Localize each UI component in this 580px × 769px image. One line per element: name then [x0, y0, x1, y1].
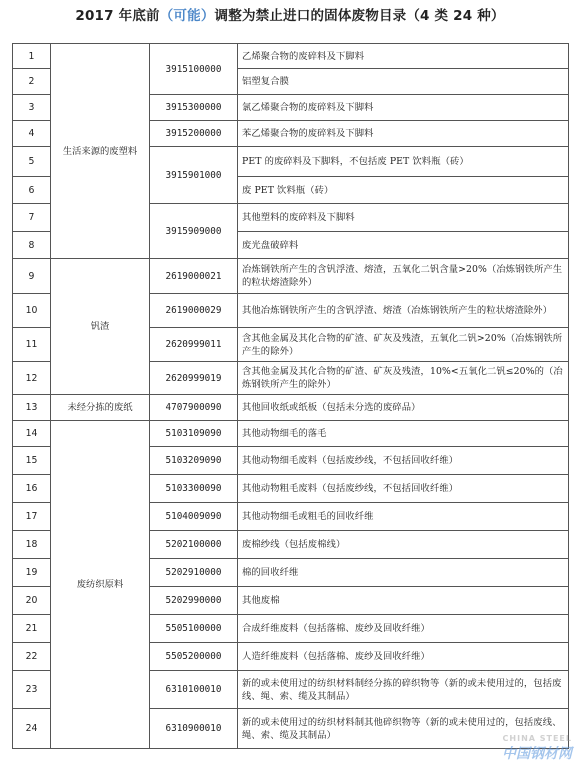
row-number: 9	[13, 259, 51, 294]
hs-code: 5202990000	[150, 587, 238, 615]
item-description: PET 的废碎料及下脚料，不包括废 PET 饮料瓶（砖）	[238, 147, 569, 177]
hs-code: 5202100000	[150, 531, 238, 559]
hs-code: 4707900090	[150, 395, 238, 421]
item-description: 乙烯聚合物的废碎料及下脚料	[238, 44, 569, 69]
item-description: 废光盘破碎料	[238, 232, 569, 259]
hs-code: 5505200000	[150, 643, 238, 671]
title-highlight: （可能）	[159, 8, 215, 24]
hs-code: 5505100000	[150, 615, 238, 643]
category-textile: 废纺织原料	[51, 421, 150, 749]
item-description: 含其他金属及其化合物的矿渣、矿灰及残渣，10%<五氧化二钒≤20%的（冶炼钢铁所产生的除外）	[238, 362, 569, 395]
hs-code: 3915909000	[150, 204, 238, 259]
item-description: 冶炼钢铁所产生的含钒浮渣、熔渣，五氧化二钒含量>20%（冶炼钢铁所产生的粒状熔渣除外）	[238, 259, 569, 294]
table-row	[13, 44, 569, 69]
row-number: 21	[13, 615, 51, 643]
hs-code: 3915100000	[150, 44, 238, 95]
row-number: 14	[13, 421, 51, 447]
row-number: 15	[13, 447, 51, 475]
row-number: 11	[13, 328, 51, 362]
item-description: 废 PET 饮料瓶（砖）	[238, 177, 569, 204]
hs-code: 5104009090	[150, 503, 238, 531]
hs-code: 5103300090	[150, 475, 238, 503]
hs-code: 3915300000	[150, 95, 238, 121]
row-number: 22	[13, 643, 51, 671]
row-number: 23	[13, 671, 51, 709]
table-row	[13, 421, 569, 447]
hs-code: 2619000029	[150, 294, 238, 328]
category-paper: 未经分拣的废纸	[51, 395, 150, 421]
item-description: 新的或未使用过的纺织材料制其他碎织物等（新的或未使用过的，包括废线、绳、索、缆及其制品）	[238, 709, 569, 749]
item-description: 人造纤维废料（包括落棉、废纱及回收纤维）	[238, 643, 569, 671]
page-title	[0, 4, 580, 24]
hs-code: 2619000021	[150, 259, 238, 294]
waste-catalog-table	[12, 43, 569, 749]
hs-code: 5103109090	[150, 421, 238, 447]
table-row	[13, 395, 569, 421]
item-description: 其他废棉	[238, 587, 569, 615]
row-number: 20	[13, 587, 51, 615]
hs-code: 6310100010	[150, 671, 238, 709]
row-number: 12	[13, 362, 51, 395]
category-vanadium: 钒渣	[51, 259, 150, 395]
row-number: 16	[13, 475, 51, 503]
item-description: 其他动物细毛或粗毛的回收纤维	[238, 503, 569, 531]
item-description: 棉的回收纤维	[238, 559, 569, 587]
row-number: 6	[13, 177, 51, 204]
item-description: 新的或未使用过的纺织材料制经分拣的碎织物等（新的或未使用过的，包括废线、绳、索、缆及其制品）	[238, 671, 569, 709]
row-number: 3	[13, 95, 51, 121]
item-description: 其他冶炼钢铁所产生的含钒浮渣、熔渣（冶炼钢铁所产生的粒状熔渣除外）	[238, 294, 569, 328]
item-description: 其他回收纸或纸板（包括未分选的废碎品）	[238, 395, 569, 421]
hs-code: 5103209090	[150, 447, 238, 475]
row-number: 19	[13, 559, 51, 587]
item-description: 铝塑复合膜	[238, 69, 569, 95]
hs-code: 5202910000	[150, 559, 238, 587]
hs-code: 3915200000	[150, 121, 238, 147]
watermark-line-2: 中国钢材网	[502, 746, 572, 762]
hs-code: 2620999019	[150, 362, 238, 395]
hs-code: 3915901000	[150, 147, 238, 204]
item-description: 合成纤维废料（包括落棉、废纱及回收纤维）	[238, 615, 569, 643]
hs-code: 6310900010	[150, 709, 238, 749]
table-row	[13, 259, 569, 294]
title-prefix: 2017 年底前	[75, 8, 160, 24]
item-description: 其他动物细毛废料（包括废纱线，不包括回收纤维）	[238, 447, 569, 475]
category-plastic: 生活来源的废塑料	[51, 44, 150, 259]
row-number: 7	[13, 204, 51, 232]
item-description: 苯乙烯聚合物的废碎料及下脚料	[238, 121, 569, 147]
row-number: 5	[13, 147, 51, 177]
row-number: 24	[13, 709, 51, 749]
item-description: 其他动物细毛的落毛	[238, 421, 569, 447]
item-description: 其他动物粗毛废料（包括废纱线，不包括回收纤维）	[238, 475, 569, 503]
item-description: 氯乙烯聚合物的废碎料及下脚料	[238, 95, 569, 121]
row-number: 1	[13, 44, 51, 69]
row-number: 8	[13, 232, 51, 259]
watermark-logo	[502, 734, 572, 763]
row-number: 17	[13, 503, 51, 531]
row-number: 18	[13, 531, 51, 559]
item-description: 废棉纱线（包括废棉线）	[238, 531, 569, 559]
row-number: 2	[13, 69, 51, 95]
row-number: 10	[13, 294, 51, 328]
row-number: 13	[13, 395, 51, 421]
watermark-line-1: CHINA STEEL	[502, 734, 572, 743]
item-description: 含其他金属及其化合物的矿渣、矿灰及残渣，五氧化二钒>20%（冶炼钢铁所产生的除外）	[238, 328, 569, 362]
title-suffix: 调整为禁止进口的固体废物目录（4 类 24 种）	[214, 8, 505, 24]
item-description: 其他塑料的废碎料及下脚料	[238, 204, 569, 232]
row-number: 4	[13, 121, 51, 147]
hs-code: 2620999011	[150, 328, 238, 362]
